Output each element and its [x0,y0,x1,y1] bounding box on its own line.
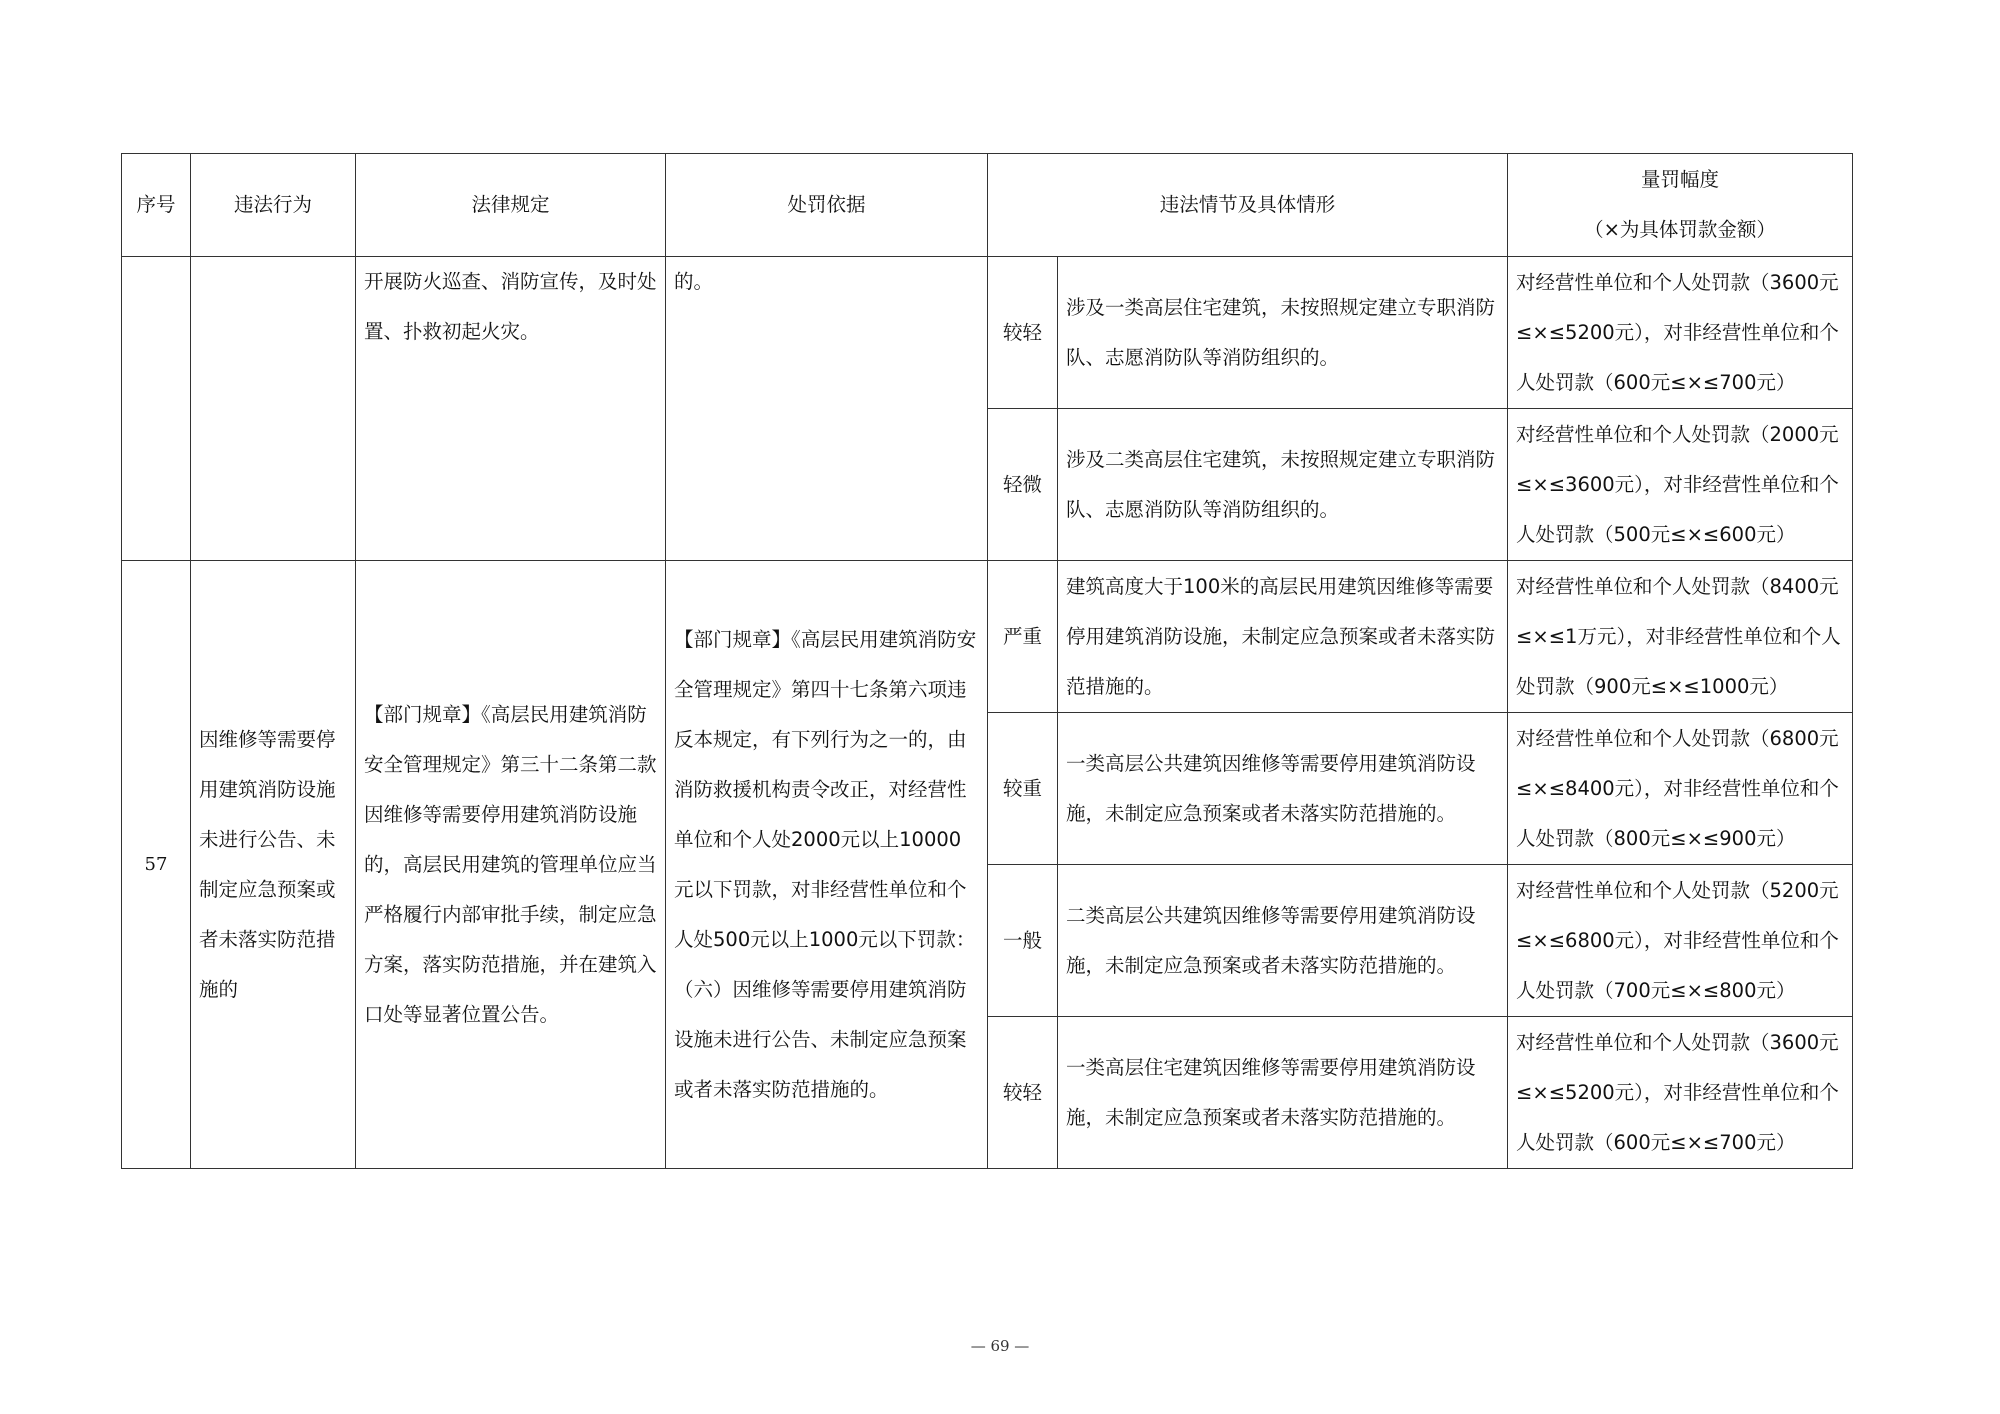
table-header-row [122,154,1853,257]
cell-penalty: 对经营性单位和个人处罚款（3600元≤×≤5200元），对非经营性单位和个人处罚款（600元≤×≤700元） [1508,257,1853,409]
cell-penalty: 对经营性单位和个人处罚款（5200元≤×≤6800元），对非经营性单位和个人处罚款（700元≤×≤800元） [1508,865,1853,1017]
cell-seq: 57 [122,561,191,1169]
header-penalty [1508,154,1853,257]
cell-law: 开展防火巡查、消防宣传，及时处置、扑救初起火灾。 [356,257,666,561]
header-basis: 处罚依据 [666,154,988,257]
header-law: 法律规定 [356,154,666,257]
cell-law: 【部门规章】《高层民用建筑消防安全管理规定》第三十二条第二款 因维修等需要停用建筑消防设施的，高层民用建筑的管理单位应当严格履行内部审批手续，制定应急方案，落实防范措施，并在建筑入口处等显著位置公告。 [356,561,666,1169]
header-circumstance: 违法情节及具体情形 [988,154,1508,257]
cell-grade: 较轻 [988,1017,1058,1169]
header-penalty-note: （×为具体罚款金额） [1584,218,1776,241]
cell-penalty: 对经营性单位和个人处罚款（3600元≤×≤5200元），对非经营性单位和个人处罚款（600元≤×≤700元） [1508,1017,1853,1169]
header-seq: 序号 [122,154,191,257]
page-number: — 69 — [970,1337,1030,1355]
cell-situation: 二类高层公共建筑因维修等需要停用建筑消防设施，未制定应急预案或者未落实防范措施的。 [1058,865,1508,1017]
cell-penalty: 对经营性单位和个人处罚款（8400元≤×≤1万元），对非经营性单位和个人处罚款（900元≤×≤1000元） [1508,561,1853,713]
cell-basis: 【部门规章】《高层民用建筑消防安全管理规定》第四十七条第六项违反本规定，有下列行为之一的，由消防救援机构责令改正，对经营性单位和个人处2000元以上10000元以下罚款，对非经营性单位和个人处500元以上1000元以下罚款：（六）因维修等需要停用建筑消防设施未进行公告、未制定应急预案或者未落实防范措施的。 [666,561,988,1169]
cell-violation: 因维修等需要停用建筑消防设施未进行公告、未制定应急预案或者未落实防范措施的 [191,561,356,1169]
table-row [122,561,1853,713]
cell-grade: 轻微 [988,409,1058,561]
cell-situation: 涉及二类高层住宅建筑，未按照规定建立专职消防队、志愿消防队等消防组织的。 [1058,409,1508,561]
cell-seq [122,257,191,561]
cell-penalty: 对经营性单位和个人处罚款（6800元≤×≤8400元），对非经营性单位和个人处罚款（800元≤×≤900元） [1508,713,1853,865]
cell-grade: 一般 [988,865,1058,1017]
penalty-table [121,153,1853,1169]
cell-situation: 一类高层住宅建筑因维修等需要停用建筑消防设施，未制定应急预案或者未落实防范措施的。 [1058,1017,1508,1169]
cell-basis: 的。 [666,257,988,561]
cell-violation [191,257,356,561]
header-penalty-title: 量罚幅度 [1641,168,1720,191]
table-row [122,257,1853,409]
cell-grade: 严重 [988,561,1058,713]
cell-grade: 较轻 [988,257,1058,409]
header-violation: 违法行为 [191,154,356,257]
cell-situation: 涉及一类高层住宅建筑，未按照规定建立专职消防队、志愿消防队等消防组织的。 [1058,257,1508,409]
cell-grade: 较重 [988,713,1058,865]
cell-situation: 一类高层公共建筑因维修等需要停用建筑消防设施，未制定应急预案或者未落实防范措施的。 [1058,713,1508,865]
cell-penalty: 对经营性单位和个人处罚款（2000元≤×≤3600元），对非经营性单位和个人处罚款（500元≤×≤600元） [1508,409,1853,561]
cell-situation: 建筑高度大于100米的高层民用建筑因维修等需要停用建筑消防设施，未制定应急预案或者未落实防范措施的。 [1058,561,1508,713]
